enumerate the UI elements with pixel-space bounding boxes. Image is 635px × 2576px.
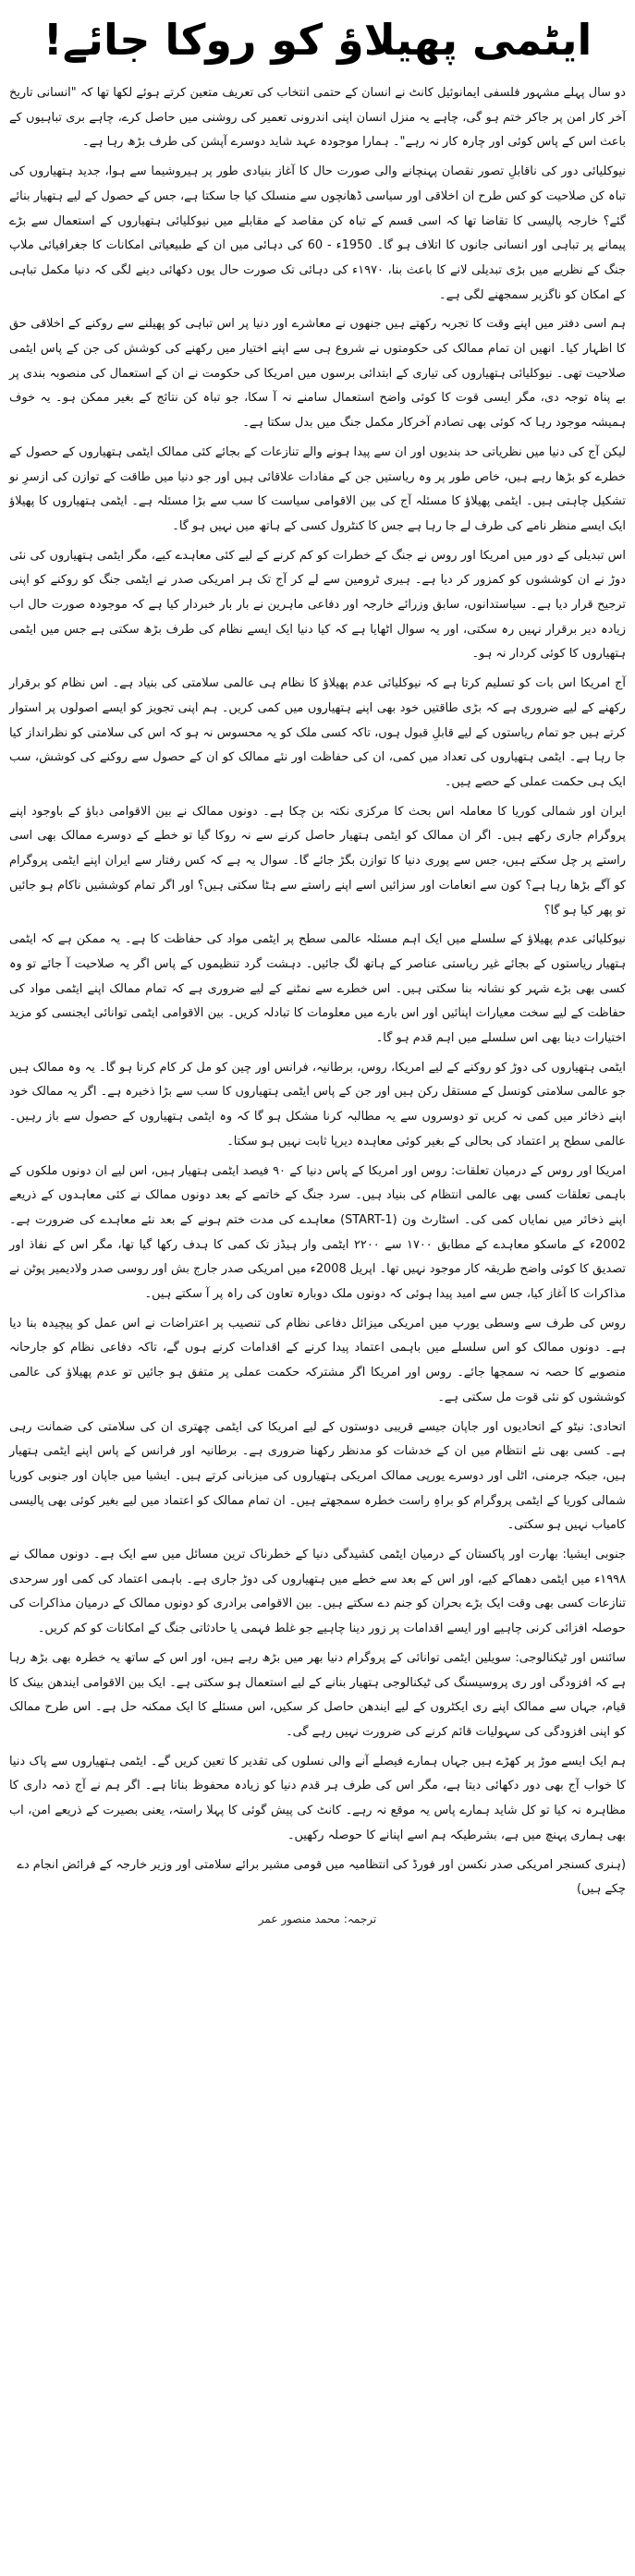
- article-paragraph: دو سال پہلے مشہور فلسفی ایمانوئیل کانٹ نے انسان کے حتمی انتخاب کی تعریف متعین کرتے ہوئے لکھا تھا کہ "انسانی تاریخ آخر کار امن پر جاکر ختم ہو گی، چاہے یہ منزل انسان اپنی اندرونی تعمیر کی روشنی میں حاصل کرے، چاہے بری تباہیوں کے باعث اس کے پاس کوئی اور چارہ کار نہ رہے"۔ ہمارا موجودہ عہد شاید دوسرے آپشن کی طرف بڑھ رہا ہے۔: [9, 86, 626, 150]
- article-paragraph: امریکا اور روس کے درمیان تعلقات: روس اور امریکا کے پاس دنیا کے ۹۰ فیصد ایٹمی ہتھیار ہیں، اس لیے ان دونوں ملکوں کے باہمی تعلقات کسی بھی عالمی انتظام کی بنیاد ہیں۔ سرد جنگ کے خاتمے کے بعد دونوں ممالک نے کئی معاہدوں کے ذریعے اپنے ذخائر میں نمایاں کمی کی۔ اسٹارٹ ون (START-1) معاہدے کی مدت ختم ہونے کے بعد نئے معاہدے کی ضرورت ہے۔ 2002ء کے ماسکو معاہدے کے مطابق ۱۷۰۰ سے ۲۲۰۰ ایٹمی وار ہیڈز تک کمی کا ہدف رکھا گیا تھا، مگر اس کے نفاذ اور تصدیق کا کوئی واضح طریقہ کار موجود نہیں تھا۔ اپریل 2008ء میں امریکی صدر جارج بش اور روسی صدر ولادیمیر پوٹن نے مذاکرات کا آغاز کیا، جس سے امید پیدا ہوئی کہ دونوں ملک دوبارہ تعاون کی راہ پر آ سکتے ہیں۔: [9, 1163, 626, 1302]
- translator-credit: [9, 1909, 626, 1929]
- article-paragraph: لیکن آج کی دنیا میں نظریاتی حد بندیوں اور ان سے پیدا ہونے والے تنازعات کے بجائے کئی ممالک ایٹمی ہتھیاروں کے حصول کے خطرے کو بڑھا رہے ہیں، خاص طور پر وہ ریاستیں جن کے مفادات علاقائی ہیں اور جو دنیا میں طاقت کے توازن کی ازسرِ نو تشکیل چاہتی ہیں۔ ایٹمی پھیلاؤ کا مسئلہ آج کی بین الاقوامی سیاست کا سب سے بڑا مسئلہ ہے۔ ایٹمی ہتھیاروں کا پھیلاؤ ایک ایسے منظر نامے کی طرف لے جا رہا ہے جس کا کنٹرول کسی کے ہاتھ میں نہیں ہو گا۔: [9, 444, 626, 533]
- article-paragraph: نیوکلیائی عدم پھیلاؤ کے سلسلے میں ایک اہم مسئلہ عالمی سطح پر ایٹمی مواد کی حفاظت کا ہے۔ یہ ممکن ہے کہ ایٹمی ہتھیار ریاستوں کے بجائے غیر ریاستی عناصر کے ہاتھ لگ جائیں۔ دہشت گرد تنظیموں کے پاس اگر یہ صلاحیت آ جائے تو وہ کسی بھی بڑے شہر کو نشانہ بنا سکتی ہیں۔ اس خطرے سے نمٹنے کے لیے ضروری ہے کہ تمام ممالک اپنے ایٹمی مواد کی حفاظت کے لیے سخت معیارات اپنائیں اور اس بارے میں معلومات کا تبادلہ کریں۔ بین الاقوامی ایٹمی توانائی ایجنسی کو مزید اختیارات دینا بھی اس سلسلے میں اہم قدم ہو گا۔: [9, 932, 626, 1046]
- article-paragraph: اس تبدیلی کے دور میں امریکا اور روس نے جنگ کے خطرات کو کم کرنے کے لیے کئی معاہدے کیے، مگر ایٹمی ہتھیاروں کی نئی دوڑ نے ان کوششوں کو کمزور کر دیا ہے۔ ہیری ٹرومین سے لے کر آج تک ہر امریکی صدر نے ایٹمی جنگ کو روکنے کو اپنی ترجیح قرار دیا ہے۔ سیاستدانوں، سابق وزرائے خارجہ اور دفاعی ماہرین نے بار بار خبردار کیا ہے کہ موجودہ صورت حال اب زیادہ دیر برقرار نہیں رہ سکتی، اور یہ سوال اٹھایا ہے کہ کیا دنیا ایک ایسے نظام کی طرف بڑھ سکتی ہے جس میں ایٹمی ہتھیاروں کا کوئی کردار نہ ہو۔: [9, 548, 626, 662]
- article-paragraph: ہم اسی دفتر میں اپنے وقت کا تجربہ رکھتے ہیں جنھوں نے معاشرے اور دنیا پر اس تباہی کو پھیلنے سے روکنے کے اخلاقی حق کا اظہار کیا۔ انھیں ان تمام ممالک کی حکومتوں نے شروع ہی سے اپنے اختیار میں رکھنے کی کوشش کی جن کے پاس ایٹمی صلاحیت تھی۔ نیوکلیائی ہتھیاروں کی تیاری کے ابتدائی برسوں میں امریکا کی حکومت نے ان کے استعمال کی منصوبہ بندی پر بے پناہ توجہ دی، مگر ایسی قوت کا کوئی واضح استعمال سامنے نہ آ سکا، جو تباہ کن نتائج کے بغیر ممکن ہو۔ یہ خوف ہمیشہ موجود رہا کہ کوئی بھی تصادم آخرکار مکمل جنگ میں بدل سکتا ہے۔: [9, 317, 626, 431]
- article-paragraph: روس کی طرف سے وسطی یورپ میں امریکی میزائل دفاعی نظام کی تنصیب پر اعتراضات نے اس عمل کو پیچیدہ بنا دیا ہے۔ دونوں ممالک کو اس سلسلے میں باہمی اعتماد پیدا کرنے کے اقدامات کرنے ہوں گے، تاکہ دفاعی نظام کو جارحانہ منصوبے کا حصہ نہ سمجھا جائے۔ روس اور امریکا اگر مشترکہ حکمت عملی پر متفق ہو جائیں تو عدم پھیلاؤ کی عالمی کوششوں کو نئی قوت مل سکتی ہے۔: [9, 1316, 626, 1404]
- translator-name: محمد منصور عمر: [258, 1912, 340, 1926]
- translator-label: ترجمہ:: [343, 1912, 377, 1926]
- article-paragraph: آج امریکا اس بات کو تسلیم کرتا ہے کہ نیوکلیائی عدم پھیلاؤ کا نظام ہی عالمی سلامتی کی بنیاد ہے۔ اس نظام کو برقرار رکھنے کے لیے ضروری ہے کہ بڑی طاقتیں خود بھی اپنے ہتھیاروں میں کمی کریں۔ ہم اپنی تجویز کو ایسے اصولوں پر استوار کرتے ہیں جو تمام ریاستوں کے لیے قابلِ قبول ہوں، تاکہ کسی ملک کو یہ محسوس نہ ہو کہ اس کی سلامتی کو نظرانداز کیا جا رہا ہے۔ ایٹمی ہتھیاروں کی تعداد میں کمی، ان کی حفاظت اور نئے ممالک کو ان کے حصول سے روکنے کی کوشش، سب ایک ہی حکمت عملی کے حصے ہیں۔: [9, 676, 626, 789]
- article-paragraph: نیوکلیائی دور کی ناقابلِ تصور نقصان پہنچانے والی صورت حال کا آغاز بنیادی طور پر ہیروشیما سے ہوا، جدید ہتھیاروں کی تباہ کن صلاحیت کو کس طرح ان اخلاقی اور سیاسی ڈھانچوں سے منسلک کیا جا سکتا ہے، جس کے حصول کے لیے ہتھیار بنائے گئے؟ خارجہ پالیسی کا تقاضا تھا کہ اسی قسم کے تباہ کن مقاصد کے مقابلے میں نیوکلیائی ہتھیاروں کے استعمال سے بڑے پیمانے پر تباہی اور انسانی جانوں کا اتلاف ہو گا۔ 1950ء - 60 کی دہائی میں ان کے طبیعیاتی امکانات کا جغرافیائی ملاپ جنگ کے نظریے میں بڑی تبدیلی لانے کا باعث بنا، ۱۹۷۰ء کی دہائی تک صورت حال یوں دکھائی دینے لگی کہ دنیا مکمل تباہی کے امکان کو ناگزیر سمجھنے لگی ہے۔: [9, 164, 626, 302]
- article-paragraph: جنوبی ایشیا: بھارت اور پاکستان کے درمیان ایٹمی کشیدگی دنیا کے خطرناک ترین مسائل میں سے ایک ہے۔ دونوں ممالک نے ۱۹۹۸ء میں ایٹمی دھماکے کیے، اور اس کے بعد سے خطے میں ہتھیاروں کی دوڑ جاری ہے۔ باہمی اعتماد کی کمی اور سرحدی تنازعات کسی بھی وقت ایک بڑے بحران کو جنم دے سکتے ہیں۔ بین الاقوامی برادری کو دونوں ممالک کے درمیان مذاکرات کی حوصلہ افزائی کرنی چاہیے اور ایسے اقدامات پر زور دینا چاہیے جو غلط فہمی یا حادثاتی جنگ کے امکانات کو کم کریں۔: [9, 1548, 626, 1636]
- article-paragraph: ہم ایک ایسے موڑ پر کھڑے ہیں جہاں ہمارے فیصلے آنے والی نسلوں کی تقدیر کا تعین کریں گے۔ ایٹمی ہتھیاروں سے پاک دنیا کا خواب آج بھی دور دکھائی دیتا ہے، مگر اس کی طرف ہر قدم دنیا کو زیادہ محفوظ بناتا ہے۔ اگر ہم نے آج ذمہ داری کا مظاہرہ نہ کیا تو کل شاید ہمارے پاس یہ موقع نہ رہے۔ کانٹ کی پیش گوئی کا پہلا راستہ، یعنی بصیرت کے ذریعے امن، اب بھی ہماری پہنچ میں ہے، بشرطیکہ ہم اسے اپنانے کا حوصلہ رکھیں۔: [9, 1754, 626, 1842]
- article-paragraph: ایٹمی ہتھیاروں کی دوڑ کو روکنے کے لیے امریکا، روس، برطانیہ، فرانس اور چین کو مل کر کام کرنا ہو گا۔ یہ وہ ممالک ہیں جو عالمی سلامتی کونسل کے مستقل رکن ہیں اور جن کے پاس ایٹمی ہتھیاروں کا سب سے بڑا ذخیرہ ہے۔ اگر یہ ممالک خود اپنے ذخائر میں کمی نہ کریں تو دوسروں سے یہ مطالبہ کرنا مشکل ہو گا کہ وہ ایٹمی ہتھیاروں کے حصول سے باز رہیں۔ عالمی سطح پر اعتماد کی بحالی کے بغیر کوئی معاہدہ دیرپا ثابت نہیں ہو سکتا۔: [9, 1060, 626, 1148]
- article-headline: ایٹمی پھیلاؤ کو روکا جائے!: [43, 15, 592, 65]
- article-paragraph: اتحادی: نیٹو کے اتحادیوں اور جاپان جیسے قریبی دوستوں کے لیے امریکا کی ایٹمی چھتری ان کی سلامتی کی ضمانت رہی ہے۔ کسی بھی نئے انتظام میں ان کے خدشات کو مدنظر رکھنا ضروری ہے۔ برطانیہ اور فرانس کے پاس اپنے ایٹمی ہتھیار ہیں، جبکہ جرمنی، اٹلی اور دوسرے یورپی ممالک امریکی ہتھیاروں کی میزبانی کرتے ہیں۔ ایشیا میں جاپان اور جنوبی کوریا شمالی کوریا کے ایٹمی پروگرام کو براہِ راست خطرہ سمجھتے ہیں۔ ان تمام ممالک کو اعتماد میں لیے بغیر کوئی بھی پالیسی کامیاب نہیں ہو سکتی۔: [9, 1419, 626, 1533]
- article-paragraph: ایران اور شمالی کوریا کا معاملہ اس بحث کا مرکزی نکتہ بن چکا ہے۔ دونوں ممالک نے بین الاقوامی دباؤ کے باوجود اپنے پروگرام جاری رکھے ہیں۔ اگر ان ممالک کو ایٹمی ہتھیار حاصل کرنے سے نہ روکا گیا تو خطے کے دوسرے ممالک بھی اسی راستے پر چل سکتے ہیں، جس سے پوری دنیا کا توازن بگڑ جائے گا۔ سوال یہ ہے کہ کس رفتار سے ایران اپنے ایٹمی پروگرام کو آگے بڑھا رہا ہے؟ کون سے انعامات اور سزائیں اسے اپنے راستے سے ہٹا سکتی ہیں؟ اور اگر تمام کوششیں ناکام ہو جائیں تو پھر کیا ہو گا؟: [9, 804, 626, 917]
- article-paragraph: سائنس اور ٹیکنالوجی: سویلین ایٹمی توانائی کے پروگرام دنیا بھر میں بڑھ رہے ہیں، اور اس کے ساتھ یہ خطرہ بھی بڑھ رہا ہے کہ افزودگی اور ری پروسیسنگ کی ٹیکنالوجی ہتھیار بنانے کے لیے استعمال ہو سکتی ہے۔ ایک بین الاقوامی ایندھن بینک کا قیام، جہاں سے ممالک اپنے ری ایکٹروں کے لیے ایندھن حاصل کر سکیں، اس مسئلے کا ایک ممکنہ حل ہے۔ اس طرح ممالک کو اپنی افزودگی کی سہولیات قائم کرنے کی ضرورت نہیں رہے گی۔: [9, 1650, 626, 1739]
- author-footnote: (ہنری کسنجر امریکی صدر نکسن اور فورڈ کی انتظامیہ میں قومی مشیر برائے سلامتی اور وزیر خارجہ کے فرائض انجام دے چکے ہیں): [17, 1857, 626, 1896]
- article-body: [9, 81, 626, 1849]
